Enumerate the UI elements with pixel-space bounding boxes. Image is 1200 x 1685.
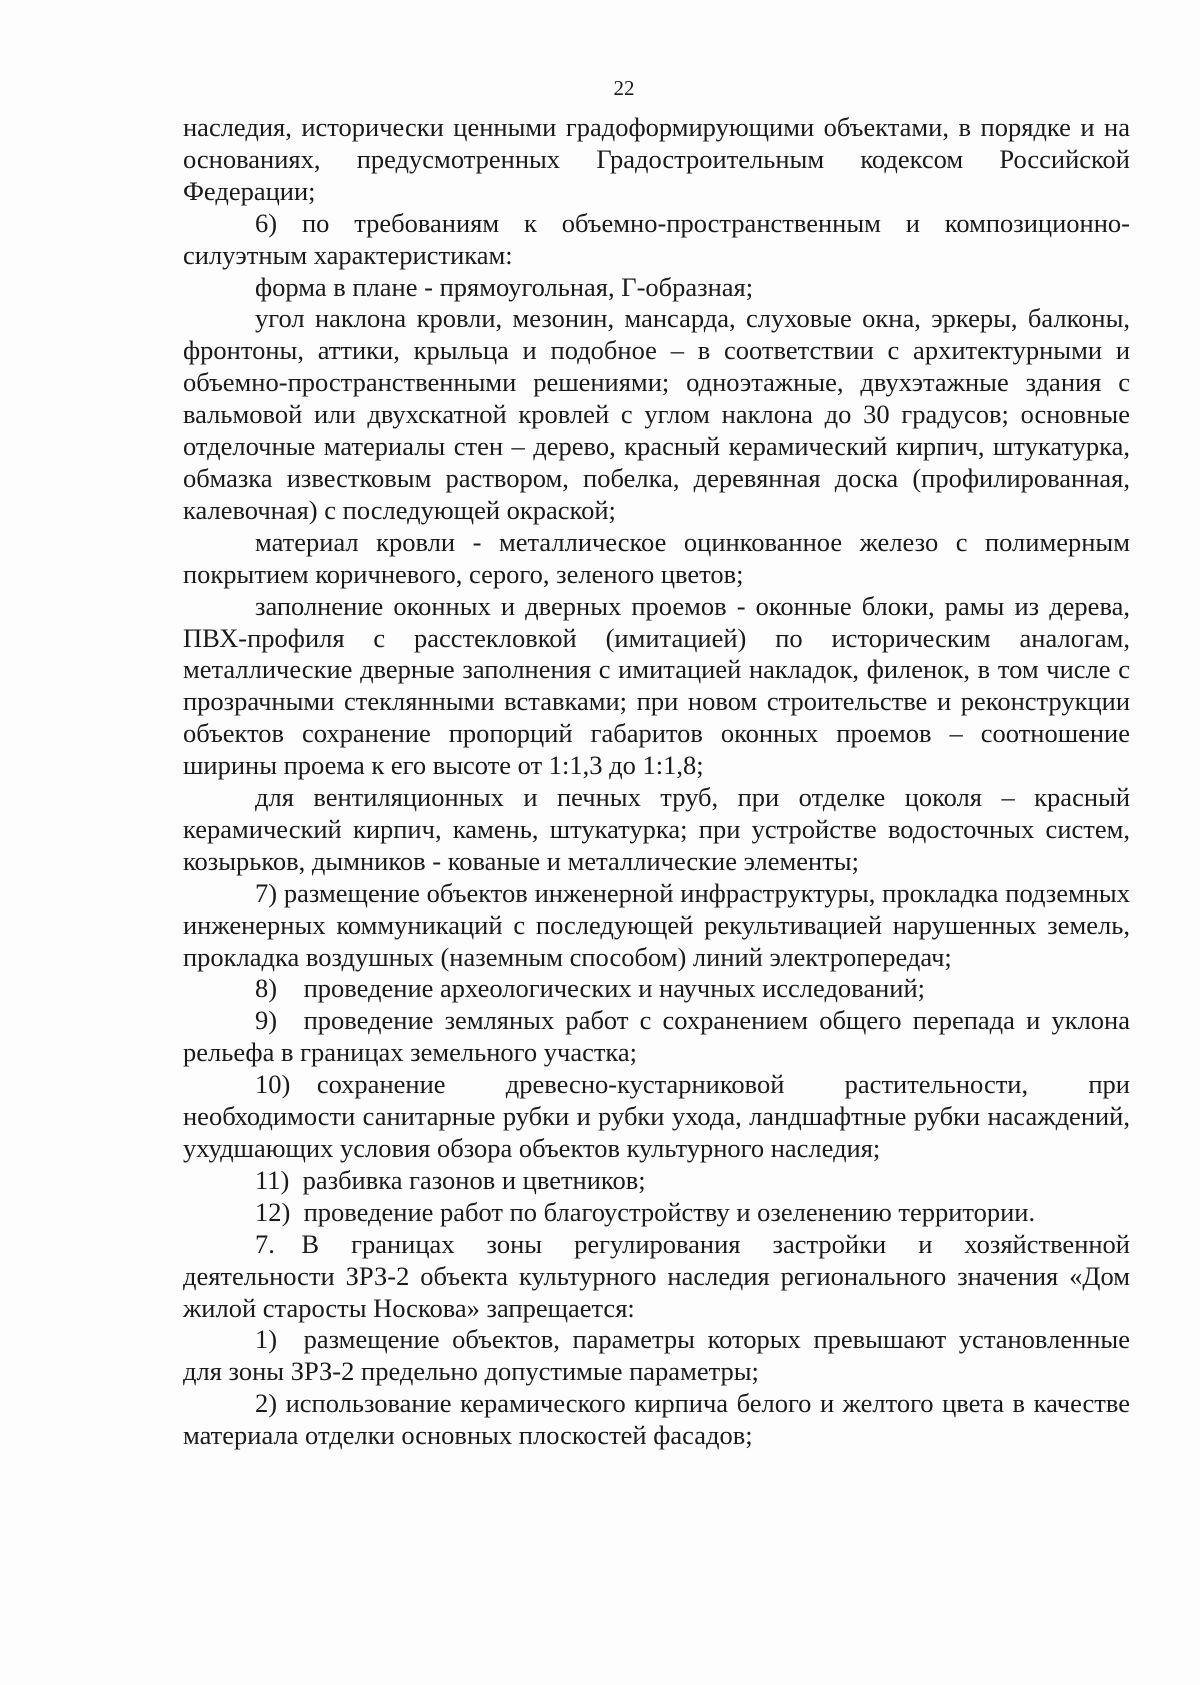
- paragraph: 10) сохранение древесно-кустарниковой растительности, при необходимости санитарные рубки и рубки ухода, ландшафтные рубки насаждений, ухудшающих условия обзора объектов культурного наследия;: [183, 1069, 1130, 1163]
- paragraph: 2) использование керамического кирпича белого и желтого цвета в качестве материала отделки основных плоскостей фасадов;: [183, 1388, 1130, 1451]
- paragraph: 1) размещение объектов, параметры которых превышают установленные для зоны ЗРЗ-2 предельно допустимые параметры;: [183, 1324, 1130, 1387]
- paragraph: 11) разбивка газонов и цветников;: [255, 1164, 646, 1195]
- paragraph: угол наклона кровли, мезонин, мансарда, слуховые окна, эркеры, балконы, фронтоны, аттики, крыльца и подобное – в соответствии с архитектурными и объемно-пространственными решениями; одноэтажные, двухэтажные здания с вальмовой или двухскатной кровлей с углом наклона до 30 градусов; основные отделочные материалы стен – дерево, красный керамический кирпич, штукатурка, обмазка известковым раствором, побелка, деревянная доска (профилированная, калевочная) с последующей окраской;: [183, 303, 1130, 525]
- paragraph: 7) размещение объектов инженерной инфраструктуры, прокладка подземных инженерных коммуникаций с последующей рекультивацией нарушенных земель, прокладка воздушных (наземным способом) линий электропередач;: [183, 877, 1130, 972]
- paragraph: материал кровли - металлическое оцинкованное железо с полимерным покрытием коричневого, серого, зеленого цветов;: [183, 526, 1130, 589]
- document-body: [183, 112, 1130, 1452]
- paragraph: 8) проведение археологических и научных исследований;: [255, 973, 926, 1004]
- paragraph: для вентиляционных и печных труб, при отделке цоколя – красный керамический кирпич, камень, штукатурка; при устройстве водосточных систем, козырьков, дымников - кованые и металлические элементы;: [183, 782, 1130, 876]
- paragraph: 12) проведение работ по благоустройству и озеленению территории.: [255, 1196, 1036, 1227]
- paragraph: форма в плане - прямоугольная, Г-образная;: [255, 271, 754, 302]
- paragraph: наследия, исторически ценными градоформирующими объектами, в порядке и на основаниях, предусмотренных Градостроительным кодексом Российской Федерации;: [183, 112, 1130, 206]
- paragraph: заполнение оконных и дверных проемов - оконные блоки, рамы из дерева, ПВХ-профиля с расстекловкой (имитацией) по историческим аналогам, металлические дверные заполнения с имитацией накладок, филенок, в том числе с прозрачными стеклянными вставками; при новом строительстве и реконструкции объектов сохранение пропорций габаритов оконных проемов – соотношение ширины проема к его высоте от 1:1,3 до 1:1,8;: [183, 590, 1130, 781]
- paragraph: 7. В границах зоны регулирования застройки и хозяйственной деятельности ЗРЗ-2 объекта культурного наследия регионального значения «Дом жилой старосты Носкова» запрещается:: [183, 1228, 1130, 1323]
- paragraph: 6) по требованиям к объемно-пространственным и композиционно-силуэтным характеристикам:: [183, 207, 1130, 270]
- page-number: 22: [613, 76, 635, 100]
- paragraph: 9) проведение земляных работ с сохранением общего перепада и уклона рельефа в границах земельного участка;: [183, 1005, 1130, 1068]
